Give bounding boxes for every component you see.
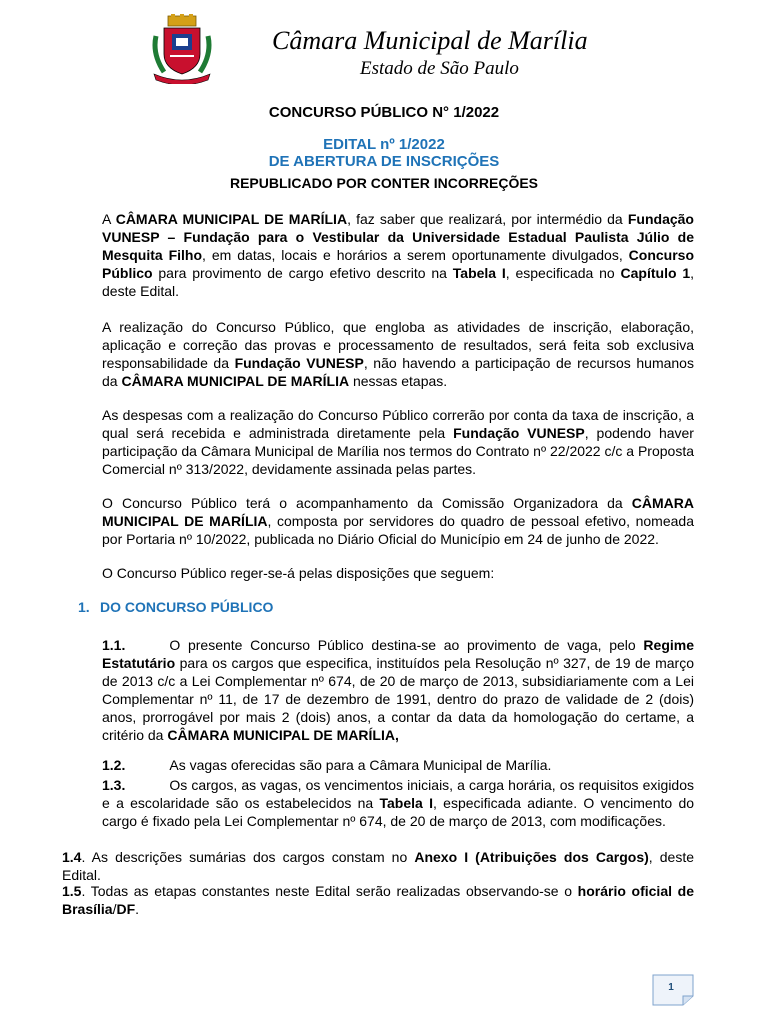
concurso-title: CONCURSO PÚBLICO N° 1/2022	[268, 104, 500, 121]
header-title: Câmara Municipal de Marília	[272, 26, 588, 55]
header-subtitle: Estado de São Paulo	[360, 58, 519, 79]
coat-of-arms-icon	[150, 14, 214, 84]
page-number: 1	[668, 982, 674, 993]
paragraph-disposicoes: O Concurso Público reger-se-á pelas disposições que seguem:	[102, 565, 495, 581]
paragraph-despesas: As despesas com a realização do Concurso Público correrão por conta da taxa de inscrição, a qual será recebida e administrada diretamente pela Fundação VUNESP, podendo haver participação da Câmara Municipal de Marília nos termos do Contrato nº 22/2022 c/c a Proposta Comercial nº 313/2022, devidamente assinada pelas partes.	[102, 407, 694, 477]
section-heading: 1. DO CONCURSO PÚBLICO	[78, 599, 274, 615]
abertura-title: DE ABERTURA DE INSCRIÇÕES	[268, 153, 500, 170]
item-1-2: 1.2. As vagas oferecidas são para a Câmara Municipal de Marília.	[102, 757, 552, 773]
item-1-5: 1.5. Todas as etapas constantes neste Edital serão realizadas observando-se o horário oficial de Brasília/DF.	[62, 883, 694, 917]
item-1-1: 1.1. O presente Concurso Público destina-se ao provimento de vaga, pelo Regime Estatutário para os cargos que especifica, instituídos pela Resolução nº 327, de 19 de março de 2013 c/c a Lei Complementar nº 674, de 20 de março de 2013, subsidiariamente com a Lei Complementar nº 11, de 17 de dezembro de 1991, dentro do prazo de validade de 2 (dois) anos, prorrogável por mais 2 (dois) anos, a contar da data da homologação do certame, a critério da CÂMARA MUNICIPAL DE MARÍLIA,	[102, 637, 694, 743]
paragraph-intro: A CÂMARA MUNICIPAL DE MARÍLIA, faz saber que realizará, por intermédio da Fundação VUNESP – Fundação para o Vestibular da Universidade Estadual Paulista Júlio de Mesquita Filho, em datas, locais e horários a serem oportunamente divulgados, Concurso Público para provimento de cargo efetivo descrito na Tabela I, especificada no Capítulo 1, deste Edital.	[102, 211, 695, 299]
edital-title: EDITAL nº 1/2022	[323, 136, 445, 153]
paragraph-comissao: O Concurso Público terá o acompanhamento da Comissão Organizadora da CÂMARA MUNICIPAL DE MARÍLIA, composta por servidores do quadro de pessoal efetivo, nomeada por Portaria nº 10/2022, publicada no Diário Oficial do Município em 24 de junho de 2022.	[102, 495, 694, 547]
item-1-4: 1.4. As descrições sumárias dos cargos constam no Anexo I (Atribuições dos Cargos), deste Edital.	[62, 849, 694, 883]
republicado-title: REPUBLICADO POR CONTER INCORREÇÕES	[229, 175, 539, 191]
item-1-3: 1.3. Os cargos, as vagas, os vencimentos iniciais, a carga horária, os requisitos exigidos e a escolaridade são os estabelecidos na Tabela I, especificada adiante. O vencimento do cargo é fixado pela Lei Complementar nº 674, de 20 de março de 2013, com modificações.	[102, 777, 695, 829]
paragraph-realizacao: A realização do Concurso Público, que engloba as atividades de inscrição, elaboração, aplicação e correção das provas e processamento de resultados, será feita sob exclusiva responsabilidade da Fundação VUNESP, não havendo a participação de recursos humanos da CÂMARA MUNICIPAL DE MARÍLIA nessas etapas.	[102, 319, 694, 389]
